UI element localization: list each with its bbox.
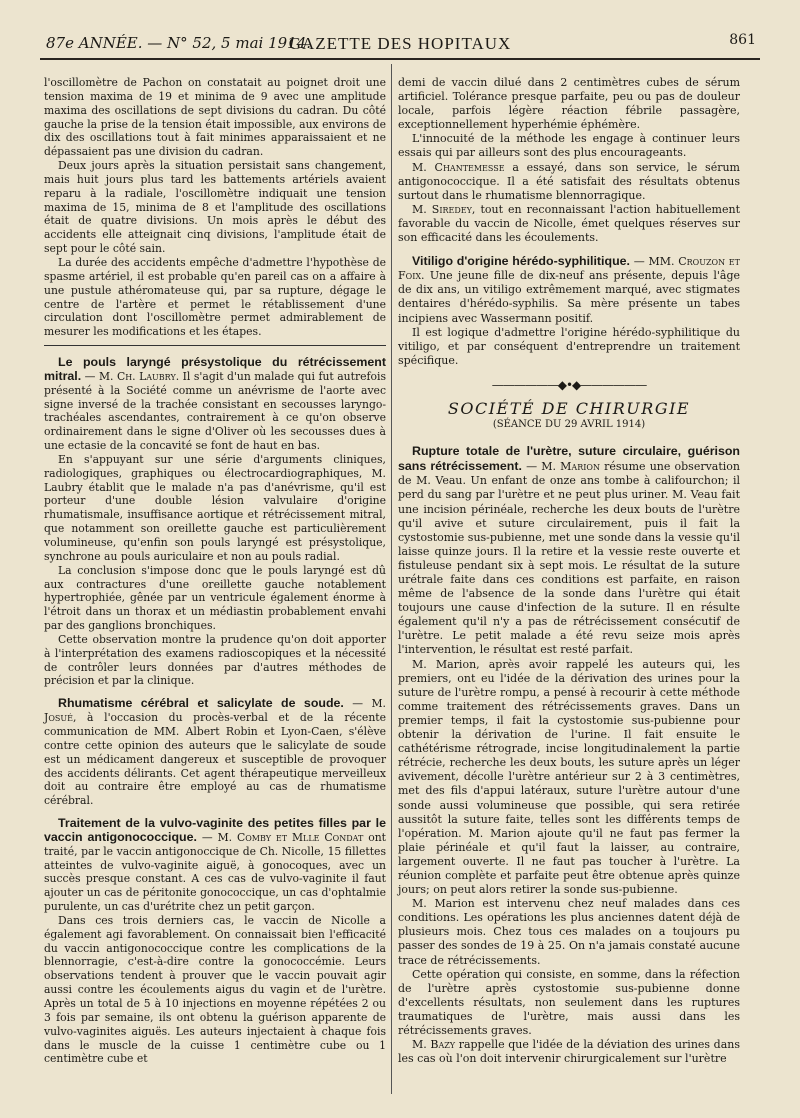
- article-title: Rhumatisme cérébral et salicylate de soude.: [58, 696, 344, 711]
- paragraph: Cette observation montre la prudence qu'on doit apporter à l'interprétation des examens radioscopiques et la nécessité de contrôler leurs données par d'autres méthodes de précision et par la clinique.: [44, 632, 386, 688]
- person-name: M. Bazy: [412, 1038, 456, 1052]
- paragraph: Deux jours après la situation persistait sans changement, mais huit jours plus tard les battements artériels avaient reparu à la radiale, l'oscillomètre indiquait une tension maxima de 15, minima de 8 et l'amplitude des oscillations était de quatre divisions. Un mois après le début des accidents elle atteignait cinq divisions, l'amplitude était de sept pour le côté sain.: [44, 159, 386, 256]
- rule: [44, 345, 386, 346]
- article-title: Vitiligo d'origine hérédo-syphilitique.: [412, 254, 630, 269]
- article-text: Il s'agit d'un malade qui fut autrefois présenté à la Société comme un anévrisme de l'aorte avec signe inversé de la trachée consistant en secousses laryngo-trachéales ascendantes, contrairement à ce qu'on observe ordinairement dans le signe d'Oliver où les secousses dues à une ectasie de la concavité se font de haut en bas.: [44, 369, 386, 453]
- article-rhumatisme: Rhumatisme cérébral et salicylate de soude. — M. Josué, à l'occasion du procès-verbal et de la récente communication de MM. Albert Robin et Lyon-Caen, s'élève contre cette opinion des auteurs que le salicylate de soude est un médicament dangereux et susceptible de provoquer des accidents délirants. Cet agent thérapeutique merveilleux doit au contraire être employé au cas de rhumatisme cérébral.: [44, 696, 387, 808]
- paragraph: demi de vaccin dilué dans 2 centimètres cubes de sérum artificiel. Tolérance presque parfaite, peu ou pas de douleur locale, parfois légère réaction fébrile passagère, exceptionnellement hyperhémie éphémère.: [398, 76, 740, 132]
- paragraph: En s'appuyant sur une série d'arguments cliniques, radiologiques, graphiques ou électrocardiographiques, M. Laubry établit que le malade n'a pas d'anévrisme, qu'il est porteur d'une double lésion valvulaire d'origine rhumatismale, insuffisance aortique et rétrécissement mitral, que notamment son oreillette gauche est particulièrement volumineuse, qu'enfin son pouls laryngé est présystolique, synchrone au pouls auriculaire et non au pouls radial.: [44, 452, 386, 563]
- right-column: [398, 76, 740, 1066]
- article-rupture-urètre: Rupture totale de l'urètre, suture circulaire, guérison sans rétrécissement. — M. Marion résume une observation de M. Veau. Un enfant de onze ans tombe à califourchon; il perd du sang par l'urètre et ne peut plus uriner. M. Veau fait une incision périnéale, recherche les deux bouts de l'urètre qu'il avive et suture circulairement, puis il fait la cystostomie sus-pubienne, met une sonde dans la vessie qu'il laisse quinze jours. Il la retire et la vessie reste ouverte et fistuleuse pendant six à sept mois. Le résultat de la suture urétrale faite dans ces conditions est parfaite, en raison même de l'absence de la sonde dans l'urètre qui était toujours une cause d'infection de la suture. Il en résulte également qu'il n'y a pas de rétrécissement consécutif de l'urètre. Le petit malade a été revu seize mois après l'intervention, le résultat est resté parfait.: [398, 444, 741, 657]
- paragraph: M. Bazy rappelle que l'idée de la déviation des urines dans les cas où l'on doit intervenir chirurgicalement sur l'urètre: [398, 1038, 740, 1066]
- paragraph: l'oscillomètre de Pachon on constatait au poignet droit une tension maxima de 19 et minima de 9 avec une amplitude maxima des oscillations de sept divisions du cadran. Du côté gauche la prise de la tension était impossible, aux environs de dix des oscillations tout à fait minimes apparaissaient et ne dépassaient pas une division du cadran.: [44, 76, 386, 159]
- running-header: [40, 28, 760, 60]
- article-author: M. Comby et Mlle Condat: [217, 830, 364, 844]
- article-title: Le pouls laryngé présystolique du rétrécissement mitral.: [44, 355, 386, 383]
- article-text: résume une observation de M. Veau. Un enfant de onze ans tombe à califourchon; il perd du sang par l'urètre et ne peut plus uriner. M. Veau fait une incision périnéale, recherche les deux bouts de l'urètre qu'il avive et suture circulairement, puis il fait la cystostomie sus-pubienne, met une sonde dans la vessie qu'il laisse quinze jours. Il la retire et la vessie reste ouverte et fistuleuse pendant six à sept mois. Le résultat de la suture urétrale faite dans ces conditions est parfaite, en raison même de l'absence de la sonde dans l'urètre qui était toujours une cause d'infection de la suture. Il en résulte également qu'il n'y a pas de rétrécissement consécutif de l'urètre. Le petit malade a été revu seize mois après l'intervention, le résultat est resté parfait.: [398, 460, 741, 657]
- paragraph: M. Marion est intervenu chez neuf malades dans ces conditions. Les opérations les plus anciennes datent déjà de plusieurs mois. Chez tous ces malades on a toujours pu passer des sondes de 19 à 25. On n'a jamais constaté aucune trace de rétrécissements.: [398, 897, 740, 967]
- article-vulvo-vaginite: Traitement de la vulvo-vaginite des petites filles par le vaccin antigonococcique. — M. Comby et Mlle Condat ont traité, par le vaccin antigonoccique de Ch. Nicolle, 15 fillettes atteintes de vulvo-vaginite aiguë, à gonocoques, avec un succès presque constant. A ces cas de vulvo-vaginite il faut ajouter un cas de péritonite gonococcique, un cas d'ophtalmie purulente, un cas d'urétrite chez un petit garçon.: [44, 816, 386, 914]
- paragraph: M. Chantemesse a essayé, dans son service, le sérum antigonococcique. Il a été satisfait des résultats obtenus surtout dans le rhumatisme blennorragique.: [398, 160, 740, 202]
- section-title: SOCIÉTÉ DE CHIRURGIE: [447, 398, 691, 418]
- person-name: M. Siredey,: [412, 202, 476, 216]
- article-vitiligo: Vitiligo d'origine hérédo-syphilitique. — MM. Crouzon et Foix. Une jeune fille de dix-neuf ans présente, depuis l'âge de dix ans, un vitiligo extrêmement marqué, avec stigmates dentaires d'hérédo-syphilis. Sa mère présente un tabes incipiens avec Wassermann positif.: [398, 254, 741, 325]
- paragraph: La conclusion s'impose donc que le pouls laryngé est dû aux contractures d'une oreillette gauche notablement hypertrophiée, gênée par un ventricule également énorme à l'étroit dans un thorax et un médiastin probablement envahi par des ganglions bronchiques.: [44, 563, 386, 633]
- paragraph: Dans ces trois derniers cas, le vaccin de Nicolle a également agi favorablement. On connaissait bien l'efficacité du vaccin antigonococcique contre les complications de la blennorragie, c'est-à-dire contre la gonococcémie. Leurs observations tendent à prouver que le vaccin pouvait agir aussi contre les écoulements aigus du vagin et de l'urètre. Après un total de 5 à 10 injections en moyenne répétées 2 ou 3 fois par semaine, ils ont obtenu la guérison apparente de vulvo-vaginites aiguës. Les auteurs injectaient à chaque fois dans le muscle de la cuisse 1 centimètre cube ou 1 centimètre cube et: [44, 913, 386, 1066]
- paragraph: Il est logique d'admettre l'origine hérédo-syphilitique du vitiligo, et par conséquent d'entreprendre un traitement spécifique.: [398, 325, 740, 367]
- paragraph: M. Siredey, tout en reconnaissant l'action habituellement favorable du vaccin de Nicolle, émet quelques réserves sur son efficacité dans les écoulements.: [398, 202, 740, 245]
- article-author: MM. Crouzon et Foix.: [398, 255, 740, 283]
- paragraph: Cette opération qui consiste, en somme, dans la réfection de l'urètre après cystostomie sus-pubienne donne d'excellents résultats, non seulement dans les ruptures traumatiques de l'urètre, mais aussi dans les rétrécissements graves.: [398, 967, 740, 1037]
- left-column: [44, 76, 386, 1066]
- paragraph: L'innocuité de la méthode les engage à continuer leurs essais qui par ailleurs sont des plus encourageants.: [398, 132, 740, 160]
- article-author: M. Ch. Laubry.: [98, 369, 180, 383]
- article-title: Traitement de la vulvo-vaginite des petites filles par le vaccin antigonococcique.: [44, 816, 386, 844]
- article-text: Une jeune fille de dix-neuf ans présente, depuis l'âge de dix ans, un vitiligo extrêmement marqué, avec stigmates dentaires d'hérédo-syphilis. Sa mère présente un tabes incipiens avec Wassermann positif.: [398, 269, 741, 325]
- article-author: M. Josué,: [44, 697, 386, 725]
- journal-title: GAZETTE DES HOPITAUX: [288, 34, 512, 53]
- section-date: (SÉANCE DU 29 AVRIL 1914): [492, 419, 646, 431]
- page-number: 861: [729, 32, 756, 48]
- article-text: à l'occasion du procès-verbal et de la récente communication de MM. Albert Robin et Lyon-Caen, s'élève contre cette opinion des auteurs que le salicylate de soude est un médicament dangereux et susceptible de provoquer des accidents délirants. Cet agent thérapeutique merveilleux doit au contraire être employé au cas de rhumatisme cérébral.: [44, 711, 387, 808]
- article-author: M. Marion: [541, 460, 600, 474]
- column-divider: [391, 64, 392, 1094]
- issue-info: 87e ANNÉE. — N° 52, 5 mai 1914.: [46, 34, 312, 52]
- person-name: M. Chantemesse: [412, 160, 505, 174]
- article-pouls-laryngé: Le pouls laryngé présystolique du rétrécissement mitral. — M. Ch. Laubry. Il s'agit d'un malade qui fut autrefois présenté à la Société comme un anévrisme de l'aorte avec signe inversé de la trachée consistant en secousses laryngo-trachéales ascendantes, contrairement à ce qu'on observe ordinairement dans le signe d'Oliver où les secousses dues à une ectasie de la concavité se font de haut en bas.: [44, 355, 386, 453]
- ornament-divider: ——————◆•◆——————: [491, 377, 647, 392]
- article-text: ont traité, par le vaccin antigonoccique de Ch. Nicolle, 15 fillettes atteintes de vulvo-vaginite aiguë, à gonocoques, avec un succès presque constant. A ces cas de vulvo-vaginite il faut ajouter un cas de péritonite gonococcique, un cas d'ophtalmie purulente, un cas d'urétrite chez un petit garçon.: [44, 830, 386, 914]
- article-title: Rupture totale de l'urètre, suture circulaire, guérison sans rétrécissement.: [398, 444, 740, 474]
- paragraph: La durée des accidents empêche d'admettre l'hypothèse de spasme artériel, il est probable qu'en pareil cas on a affaire à une pustule athéromateuse qui, par sa rupture, dégage le centre de l'artère et permet le rétablissement d'une circulation dont l'oscillomètre permet admirablement de mesurer les modifications et les étapes.: [44, 255, 386, 339]
- paragraph: M. Marion, après avoir rappelé les auteurs qui, les premiers, ont eu l'idée de la dérivation des urines pour la suture de l'urètre rompu, a pensé à recourir à cette méthode comme traitement des rétrécissements graves. Dans un premier temps, il fait la cystostomie sus-pubienne pour obtenir la dérivation de l'urine. Il fait ensuite le cathétérisme rétrograde, incise longitudinalement la partie rétrécie, recherche les deux bouts, les suture après un léger avivement, décolle l'urètre antérieur sur 2 à 3 centimètres, met des fils d'appui latéraux, suture l'urètre autour d'une sonde aussi volumineuse que possible, qui sera retirée aussitôt la suture faite, telles sont les différents temps de l'opération. M. Marion ajoute qu'il ne faut pas fermer la plaie périnéale et qu'il faut la laisser, au contraire, largement ouverte. Il ne faut pas toucher à l'urètre. La réunion complète et parfaite peut être obtenue après quinze jours; on peut alors retirer la sonde sus-pubienne.: [398, 657, 740, 897]
